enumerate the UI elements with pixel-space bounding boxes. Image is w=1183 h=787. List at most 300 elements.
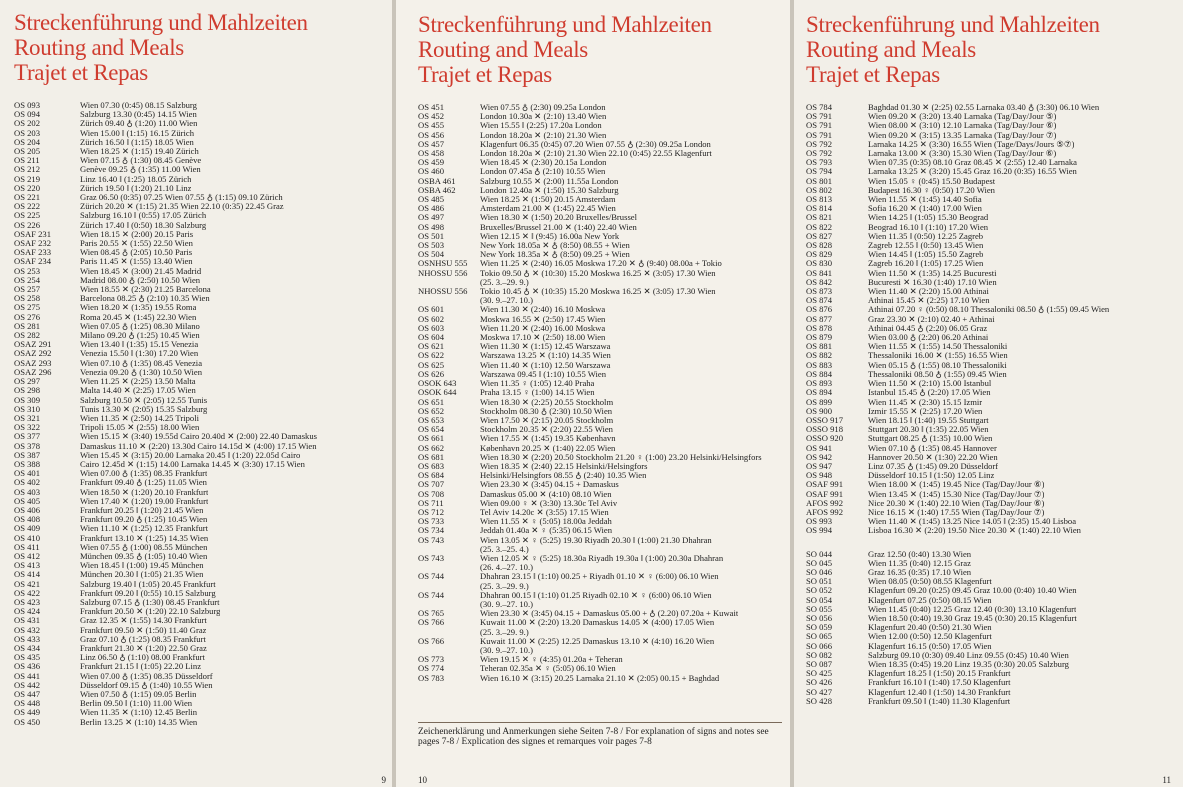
flight-number: OS 275 [14, 302, 41, 313]
flight-number: OS 258 [14, 293, 41, 304]
routing-details: Frankfurt 09.50 ‖ (1:40) 11.30 Klagenfurt [868, 696, 1011, 706]
route-row [418, 112, 784, 121]
route-row [14, 662, 384, 671]
routing-details: Graz 12.35 ✕ (1:55) 14.30 Frankfurt [80, 616, 207, 626]
flight-number: AFOS 992 [806, 506, 844, 517]
route-row [14, 442, 384, 451]
flight-number: OS 450 [14, 716, 41, 727]
route-row [418, 259, 784, 268]
flight-number: OS 431 [14, 615, 41, 626]
route-row [14, 322, 384, 331]
route-row [14, 414, 384, 423]
flight-number: OS 421 [14, 578, 41, 589]
routing-details: Berlin 09.50 ‖ (1:10) 11.00 Wien [80, 699, 193, 709]
route-row [806, 269, 1179, 278]
route-row [14, 515, 384, 524]
flight-number: OS 948 [806, 470, 833, 481]
route-row [418, 425, 784, 434]
route-row [418, 637, 784, 646]
routing-details: Frankfurt 20.50 ✕ (1:20) 22.10 Salzburg [80, 607, 221, 617]
route-row [418, 232, 784, 241]
flight-number: OS 276 [14, 311, 41, 322]
routing-details: Berlin 13.25 ✕ (1:10) 14.35 Wien [80, 717, 198, 727]
route-row [418, 646, 784, 655]
flight-number: OS 433 [14, 633, 41, 644]
routing-details: (25. 3.–25. 4.) [480, 544, 529, 554]
routing-details: Wien 08.05 (0:50) 08.55 Klagenfurt [868, 577, 992, 587]
routing-details: Wien 11.10 ✕ (1:25) 12.35 Frankfurt [80, 524, 209, 534]
routing-details: Wien 13.40 ‖ (1:35) 15.15 Venezia [80, 340, 199, 350]
route-row [14, 460, 384, 469]
route-row [806, 688, 1179, 697]
route-row [14, 147, 384, 156]
flight-number: SO 065 [806, 631, 833, 642]
route-row [418, 250, 784, 259]
routing-details: Zagreb 16.20 ‖ (1:05) 17.25 Wien [868, 259, 984, 269]
flight-number: OS 410 [14, 532, 41, 543]
flight-number: OS 744 [418, 589, 445, 600]
flight-number: SO 428 [806, 695, 833, 706]
routing-details: Genève 09.25 ♁ (1:35) 11.00 Wien [80, 165, 201, 175]
flight-number: OS 801 [806, 175, 833, 186]
routing-details: Linz 16.40 ‖ (1:25) 18.05 Zürich [80, 174, 192, 184]
route-row [418, 342, 784, 351]
routing-details: Wien 18.00 ✕ (1:45) 19.45 Nice (Tag/Day/Jour ⑥) [868, 480, 1045, 490]
routing-details: Salzburg 19.40 ‖ (1:05) 20.45 Frankfurt [80, 579, 216, 589]
routing-details: Moskwa 16.55 ✕ (2:50) 17.45 Wien [480, 314, 606, 324]
flight-number: OS 486 [418, 203, 445, 214]
routing-details: Graz 06.50 (0:35) 07.25 Wien 07.55 ♁ (1:15) 09.10 Zürich [80, 193, 283, 203]
flight-number: OS 822 [806, 221, 833, 232]
routing-details: Tunis 13.30 ✕ (2:05) 15.35 Salzburg [80, 404, 208, 414]
flight-number: OS 458 [418, 148, 445, 159]
flight-number: OS 203 [14, 127, 41, 138]
flight-number: OS 881 [806, 341, 833, 352]
route-row [806, 586, 1179, 595]
route-row [418, 416, 784, 425]
route-row [806, 351, 1179, 360]
route-row [806, 614, 1179, 623]
routing-details: Warszawa 09.45 ‖ (1:10) 10.55 Wien [480, 369, 607, 379]
flight-number: OS 621 [418, 341, 445, 352]
route-row [806, 324, 1179, 333]
route-row [806, 140, 1179, 149]
flight-number: OS 409 [14, 523, 41, 534]
route-row [418, 223, 784, 232]
flight-number: OS 774 [418, 663, 445, 674]
routing-details: Zagreb 12.55 ‖ (0:50) 13.45 Wien [868, 241, 984, 251]
flight-number: OS 604 [418, 332, 445, 343]
flight-number: SO 087 [806, 658, 833, 669]
route-row [14, 313, 384, 322]
routing-details: Wien 11.20 ✕ (2:40) 16.00 Moskwa [480, 323, 606, 333]
page-title [418, 12, 784, 87]
routing-details: København 20.25 ✕ (1:40) 22.05 Wien [480, 443, 616, 453]
routing-details: Wien 11.50 ✕ (1:35) 14.25 Bucuresti [868, 268, 997, 278]
route-row [418, 305, 784, 314]
flight-number: OS 900 [806, 405, 833, 416]
flight-number: OS 282 [14, 330, 41, 341]
route-row [418, 121, 784, 130]
flight-number: OS 622 [418, 350, 445, 361]
route-row [806, 642, 1179, 651]
route-row [806, 605, 1179, 614]
route-row [806, 623, 1179, 632]
flight-number: OS 773 [418, 654, 445, 665]
flight-number: OS 254 [14, 274, 41, 285]
routing-details: (30. 9.–27. 10.) [480, 599, 533, 609]
route-row [14, 543, 384, 552]
page-11 [794, 0, 1183, 787]
route-row [806, 177, 1179, 186]
routing-details: Venezia 15.50 ‖ (1:30) 17.20 Wien [80, 349, 199, 359]
routing-details: Wien 12.05 ✕ ♀ (5:25) 18.30a Riyadh 19.30a ‖ (1:00) 20.30a Dhahran [480, 553, 724, 563]
route-row [806, 278, 1179, 287]
route-row [418, 582, 784, 591]
routing-details: Wien 07.55 ♁ (2:30) 09.25a London [480, 103, 606, 112]
flight-number: OS 947 [806, 460, 833, 471]
route-row [418, 287, 784, 296]
routing-details: Wien 07.00 ♁ (1:35) 08.35 Düsseldorf [80, 671, 213, 681]
route-row [418, 462, 784, 471]
flight-number: OS 432 [14, 624, 41, 635]
route-row [418, 131, 784, 140]
flight-number: OS 448 [14, 698, 41, 709]
flight-number: OSAZ 291 [14, 339, 52, 350]
routing-details: London 18.20a ✕ (2:10) 21.30 Wien 22.10 (0:45) 22.55 Klagenfurt [480, 149, 712, 159]
routing-details: Larnaka 13.00 ✕ (3:30) 15.30 Wien (Tag/Day/Jour ⑥) [868, 149, 1057, 159]
routing-details: Frankfurt 09.20 ♁ (1:25) 10.45 Wien [80, 515, 208, 525]
routing-details: Wien 14.45 ‖ (1:05) 15.50 Zagreb [868, 250, 984, 260]
route-row [806, 444, 1179, 453]
routing-details: Dhahran 00.15 ‖ (1:10) 01.25 Riyadh 02.10 ✕ ♀ (6:00) 06.10 Wien [480, 590, 712, 600]
routing-details: London 07.45a ♁ (2:10) 10.55 Wien [480, 167, 606, 177]
flight-number: OS 422 [14, 587, 41, 598]
route-row [806, 186, 1179, 195]
route-row [14, 359, 384, 368]
flight-number: OS 734 [418, 525, 445, 536]
flight-number: OSAF 991 [806, 488, 844, 499]
title-french: Trajet et Repas [14, 60, 148, 85]
routing-details: Wien 11.25 ✕ (2:25) 13.50 Malta [80, 377, 196, 387]
routing-details: Frankfurt 09.20 ‖ (0:55) 10.15 Salzburg [80, 588, 216, 598]
route-row [14, 101, 384, 110]
routing-details: Tokio 10.45 ♁ ✕ (10:35) 15.20 Moskwa 16.25 ✕ (3:05) 17.30 Wien [480, 287, 716, 297]
route-row [806, 596, 1179, 605]
route-row [14, 129, 384, 138]
flight-number: OS 434 [14, 642, 41, 653]
routing-details: Zürich 16.50 ‖ (1:15) 18.05 Wien [80, 137, 194, 147]
flight-number: OS 455 [418, 120, 445, 131]
flight-number: OS 733 [418, 516, 445, 527]
route-row [14, 349, 384, 358]
flight-number: OS 424 [14, 606, 41, 617]
route-row [14, 248, 384, 257]
flight-number: OS 460 [418, 166, 445, 177]
route-row [806, 131, 1179, 140]
routing-details: (30. 9.–27. 10.) [480, 645, 533, 655]
flight-number: OS 310 [14, 403, 41, 414]
routing-details: London 18.20a ✕ (2:10) 21.30 Wien [480, 130, 607, 140]
route-row [418, 434, 784, 443]
route-row [14, 626, 384, 635]
routing-details: Wien 07.55 ♁ (1:00) 08.55 München [80, 542, 208, 552]
route-row [14, 570, 384, 579]
flight-number: OS 877 [806, 313, 833, 324]
flight-number: SO 046 [806, 566, 833, 577]
route-row [418, 149, 784, 158]
routing-details: Wien 09.20 ✕ (3:15) 13.35 Larnaka (Tag/Day/Jour ⑦) [868, 130, 1057, 140]
route-row [418, 407, 784, 416]
flight-number: OS 712 [418, 506, 445, 517]
route-row [418, 526, 784, 535]
routing-details: Baghdad 01.30 ✕ (2:25) 02.55 Larnaka 03.40 ♁ (3:30) 06.10 Wien [868, 103, 1100, 112]
routing-details: Wien 18.25 ✕ (1:50) 20.15 Amsterdam [480, 195, 616, 205]
route-row [14, 285, 384, 294]
route-row [14, 718, 384, 727]
routing-details: Amsterdam 21.00 ✕ (1:45) 22.45 Wien [480, 204, 616, 214]
route-row [806, 342, 1179, 351]
title-german: Streckenführung und Mahlzeiten [418, 12, 712, 37]
routing-details: Graz 16.35 (0:35) 17.10 Wien [868, 567, 972, 577]
route-row [418, 379, 784, 388]
flight-number: OS 094 [14, 109, 41, 120]
route-row [418, 241, 784, 250]
routing-details: Wien 18.30 ✕ (2:25) 20.55 Stockholm [480, 397, 614, 407]
routing-details: Milano 09.20 ♁ (1:25) 10.45 Wien [80, 331, 200, 341]
routing-details: Wien 11.25 ✕ (2:40) 16.05 Moskwa 17.20 ✕ ♁ (9:40) 08.00a + Tokio [480, 259, 722, 269]
route-row [806, 296, 1179, 305]
flight-number: OS 873 [806, 286, 833, 297]
route-row [806, 195, 1179, 204]
flight-number: OS 993 [806, 516, 833, 527]
route-row [14, 681, 384, 690]
title-german: Streckenführung und Mahlzeiten [806, 12, 1100, 37]
flight-number: OS 413 [14, 560, 41, 571]
routing-details: Athinai 07.20 ♀ (0:50) 08.10 Thessaloniki 08.50 ♁ (1:55) 09.45 Wien [868, 305, 1110, 315]
flight-number: OS 681 [418, 451, 445, 462]
flight-number: OS 253 [14, 265, 41, 276]
routing-details: Wien 18.15 ‖ (1:40) 19.55 Stuttgart [868, 415, 989, 425]
routing-details: (25. 3.–29. 9.) [480, 277, 529, 287]
routing-details: Linz 06.50 ♁ (1:10) 08.00 Frankfurt [80, 653, 205, 663]
route-row [14, 478, 384, 487]
routing-details: Larnaka 14.25 ✕ (3:30) 16.55 Wien (Tage/Days/Jours ⑤⑦) [868, 139, 1075, 149]
flight-number: OSSO 918 [806, 424, 844, 435]
route-row [14, 211, 384, 220]
route-row [418, 517, 784, 526]
route-row [14, 230, 384, 239]
routing-details: Izmir 15.55 ✕ (2:25) 17.20 Wien [868, 406, 983, 416]
route-row [418, 269, 784, 278]
route-row [806, 480, 1179, 489]
flight-number: OS 093 [14, 100, 41, 110]
flight-number: OS 684 [418, 470, 445, 481]
route-row [418, 490, 784, 499]
route-row [14, 184, 384, 193]
flight-number: OS 378 [14, 440, 41, 451]
routing-details: Budapest 16.30 ♀ (0:50) 17.20 Wien [868, 185, 995, 195]
routing-details: Wien 11.55 ✕ (1:55) 14.50 Thessaloniki [868, 342, 1008, 352]
routing-details: Tokio 09.50 ♁ ✕ (10:30) 15.20 Moskwa 16.25 ✕ (3:05) 17.30 Wien [480, 268, 716, 278]
routing-details: Wien 11.35 ‖ (0:50) 12.25 Zagreb [868, 231, 984, 241]
routing-details: Frankfurt 09.40 ♁ (1:25) 11.05 Wien [80, 478, 207, 488]
routing-details: Teheran 02.35a ✕ ♀ (5:05) 06.10 Wien [480, 664, 616, 674]
route-row [418, 140, 784, 149]
route-row [806, 213, 1179, 222]
routing-details: Nice 20.30 ✕ (1:40) 22.10 Wien (Tag/Day/Jour ⑥) [868, 498, 1045, 508]
route-row [14, 239, 384, 248]
route-row [806, 651, 1179, 660]
flight-number: OSAF 234 [14, 256, 52, 267]
route-row [418, 158, 784, 167]
routing-details: Wien 11.45 (0:40) 12.25 Graz 12.40 (0:30) 13.10 Klagenfurt [868, 604, 1077, 614]
route-row [14, 635, 384, 644]
route-row [14, 267, 384, 276]
route-row [14, 165, 384, 174]
routing-details: Linz 07.35 ♁ (1:45) 09.20 Düsseldorf [868, 461, 999, 471]
route-row [14, 175, 384, 184]
routing-details: Wien 18.45 ✕ (3:00) 21.45 Madrid [80, 266, 202, 276]
flight-number: OS 766 [418, 635, 445, 646]
flight-number: SO 044 [806, 548, 833, 559]
routing-details: Kuwait 11.00 ✕ (2:20) 13.20 Damaskus 14.05 ✕ (4:00) 17.05 Wien [480, 618, 715, 628]
flight-number: OS 503 [418, 240, 445, 251]
flight-number: OS 226 [14, 219, 41, 230]
routing-details: Warszawa 13.25 ✕ (1:10) 14.35 Wien [480, 351, 611, 361]
routing-details: Wien 11.50 ✕ (2:10) 15.00 Istanbul [868, 379, 992, 389]
flight-number: OS 602 [418, 313, 445, 324]
route-row [14, 589, 384, 598]
routing-details: Nice 16.15 ✕ (1:40) 17.55 Wien (Tag/Day/Jour ⑦) [868, 507, 1045, 517]
route-row [806, 490, 1179, 499]
flight-number: OS 874 [806, 295, 833, 306]
routing-details: Zürich 17.40 ‖ (0:50) 18.30 Salzburg [80, 220, 207, 230]
flight-number: OSAZ 292 [14, 348, 52, 359]
section-gap [806, 536, 1179, 550]
flight-number: OS 651 [418, 396, 445, 407]
route-row [14, 303, 384, 312]
routing-details: Wien 17.40 ✕ (1:20) 19.00 Frankfurt [80, 496, 209, 506]
flight-number: OS 202 [14, 118, 41, 129]
flight-number: OS 828 [806, 240, 833, 251]
flight-number: OS 498 [418, 221, 445, 232]
routing-details: Wien 17.50 ✕ (2:15) 20.05 Stockholm [480, 415, 614, 425]
flight-number: OS 827 [806, 230, 833, 241]
flight-number: OS 814 [806, 203, 833, 214]
routing-details: Venezia 09.20 ♁ (1:30) 10.50 Wien [80, 367, 203, 377]
routing-details: Wien 15.15 ✕ (3:40) 19.55d Cairo 20.40d ✕ (2:00) 22.40 Damaskus [80, 432, 317, 442]
route-list [418, 103, 784, 683]
flight-number: OS 435 [14, 652, 41, 663]
routing-details: Wien 11.55 ✕ (1:45) 14.40 Sofia [868, 195, 982, 205]
route-row [806, 149, 1179, 158]
flight-number: OSAZ 296 [14, 366, 52, 377]
routing-details: Kuwait 11.00 ✕ (2:25) 12.25 Damaskus 13.10 ✕ (4:10) 16.20 Wien [480, 636, 715, 646]
route-row [418, 618, 784, 627]
page-number: 11 [1162, 775, 1171, 785]
flight-number: OS 654 [418, 424, 445, 435]
flight-number: OS 878 [806, 322, 833, 333]
flight-number: OS 447 [14, 689, 41, 699]
routing-details: Wien 13.05 ✕ ♀ (5:25) 19.30 Riyadh 20.30 ‖ (1:00) 21.30 Dhahran [480, 535, 712, 545]
route-row [806, 416, 1179, 425]
flight-number: OSAF 991 [806, 479, 844, 490]
flight-number: OS 652 [418, 405, 445, 416]
routing-details: Damaskus 11.10 ✕ (2:20) 13.30d Cairo 14.15d ✕ (4:00) 17.15 Wien [80, 441, 317, 451]
routing-details: Wien 18.20 ✕ (1:35) 19.55 Roma [80, 303, 197, 313]
flight-number: OS 683 [418, 460, 445, 471]
routing-details: Thessaloniki 08.50 ♁ (1:55) 09.45 Wien [868, 369, 1007, 379]
route-row [14, 423, 384, 432]
flight-number: OS 412 [14, 550, 41, 561]
flight-number: OS 205 [14, 146, 41, 157]
flight-number: OS 322 [14, 422, 41, 433]
flight-number: OS 221 [14, 192, 41, 203]
flight-number: OSNHSU 555 [418, 258, 468, 269]
flight-number: OS 661 [418, 433, 445, 444]
routing-details: Wien 11.35 ♀ (1:05) 12.40 Praha [480, 379, 595, 389]
route-row [14, 138, 384, 147]
routing-details: Salzburg 13.30 (0:45) 14.15 Wien [80, 110, 197, 120]
flight-number: OS 994 [806, 525, 833, 536]
flight-number: OS 842 [806, 276, 833, 287]
flight-number: OS 941 [806, 442, 833, 453]
routing-details: Wien 09.20 ✕ (3:20) 13.40 Larnaka (Tag/Day/Jour ⑤) [868, 112, 1057, 122]
flight-number: OS 711 [418, 497, 444, 508]
route-row [806, 158, 1179, 167]
routing-details: Wien 15.05 ♀ (0:45) 15.50 Budapest [868, 176, 996, 186]
route-row [418, 398, 784, 407]
route-row [14, 193, 384, 202]
flight-number: OSBA 461 [418, 175, 456, 186]
title-french: Trajet et Repas [806, 62, 940, 87]
route-row [418, 508, 784, 517]
route-row [418, 324, 784, 333]
routing-details: Wien 23.30 ✕ (3:45) 04.15 + Damaskus 05.00 + ♁ (2.20) 07.20a + Kuwait [480, 609, 739, 619]
route-row [14, 534, 384, 543]
flight-number: SO 054 [806, 594, 833, 605]
route-row [14, 405, 384, 414]
routing-details: Tel Aviv 14.20c ✕ (3:55) 17.15 Wien [480, 507, 609, 517]
routing-details: Thessaloniki 16.00 ✕ (1:55) 16.55 Wien [868, 351, 1008, 361]
flight-number: OS 449 [14, 707, 41, 718]
flight-number: OS 406 [14, 504, 41, 515]
flight-number: OS 423 [14, 596, 41, 607]
routing-details: München 20.30 ‖ (1:05) 21.35 Wien [80, 570, 204, 580]
flight-number: OS 794 [806, 166, 833, 177]
route-row [14, 368, 384, 377]
route-row [418, 361, 784, 370]
route-row [806, 333, 1179, 342]
route-row [806, 568, 1179, 577]
flight-number: OS 459 [418, 157, 445, 168]
flight-number: OS 441 [14, 670, 41, 681]
flight-number: OSBA 462 [418, 184, 456, 195]
routing-details: Salzburg 10.50 ✕ (2:05) 12.55 Tunis [80, 395, 208, 405]
flight-number: OS 281 [14, 320, 41, 331]
route-row [806, 697, 1179, 706]
flight-number: OS 212 [14, 164, 41, 175]
route-row [806, 471, 1179, 480]
route-row [806, 660, 1179, 669]
routing-details: Wien 11.35 ✕ (2:50) 14.25 Tripoli [80, 413, 199, 423]
routing-details: (30. 9.–27. 10.) [480, 296, 533, 306]
route-row [14, 202, 384, 211]
route-row [806, 526, 1179, 535]
flight-number: OS 388 [14, 458, 41, 469]
route-row [14, 607, 384, 616]
